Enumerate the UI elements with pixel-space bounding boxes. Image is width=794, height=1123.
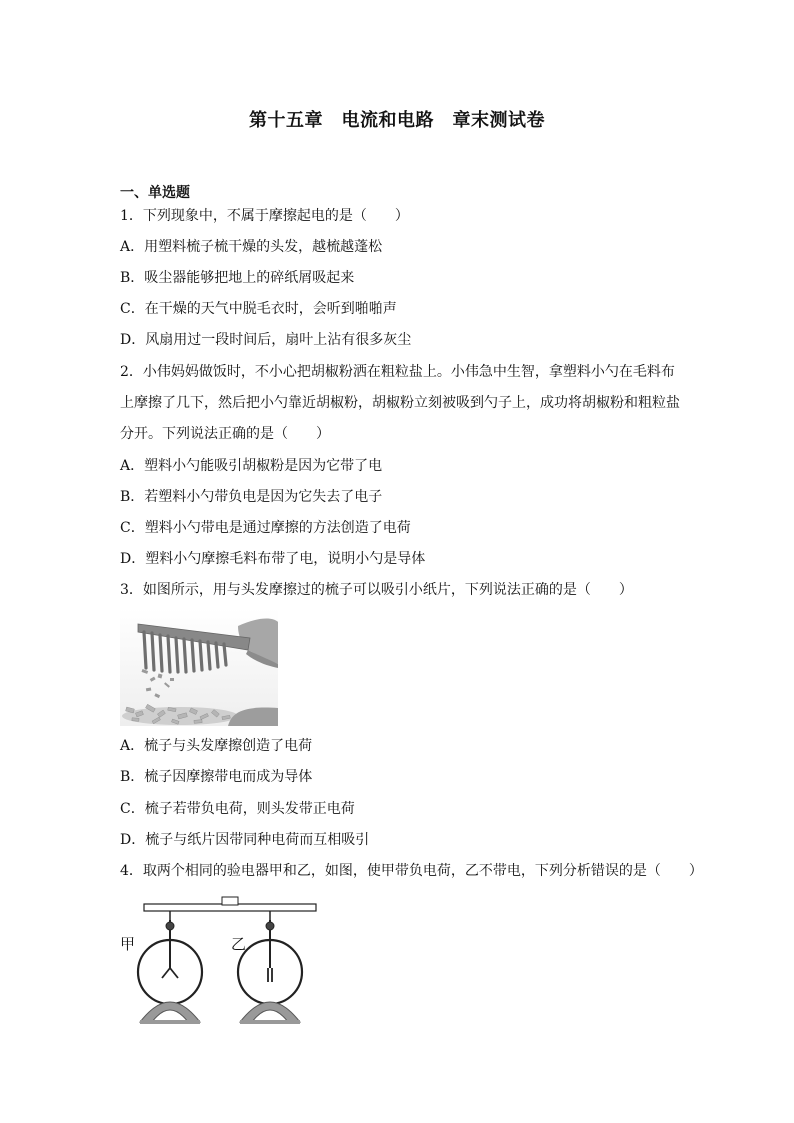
question-3-option-d: D．梳子与纸片因带同种电荷而互相吸引 <box>120 832 370 848</box>
question-1-option-c: C．在干燥的天气中脱毛衣时，会听到啪啪声 <box>120 301 397 317</box>
question-3-option-b: B．梳子因摩擦带电而成为导体 <box>120 769 313 785</box>
question-2-stem-line-2: 上摩擦了几下，然后把小勺靠近胡椒粉，胡椒粉立刻被吸到勺子上，成功将胡椒粉和粗粒盐 <box>120 395 680 411</box>
question-2-option-c: C．塑料小勺带电是通过摩擦的方法创造了电荷 <box>120 520 411 536</box>
electroscope-figure <box>118 894 322 1026</box>
section-heading: 一、单选题 <box>120 185 190 201</box>
question-1-option-d: D．风扇用过一段时间后，扇叶上沾有很多灰尘 <box>120 332 412 348</box>
question-2-stem-line-3: 分开。下列说法正确的是（ ） <box>120 426 330 442</box>
question-4-stem: 4．取两个相同的验电器甲和乙，如图，使甲带负电荷，乙不带电，下列分析错误的是（ ） <box>120 863 703 879</box>
rod-handle <box>222 897 238 905</box>
electroscope-jia <box>138 911 202 1024</box>
question-2-option-d: D．塑料小勺摩擦毛料布带了电，说明小勺是导体 <box>120 551 426 567</box>
comb-paper-figure <box>120 608 278 726</box>
label-jia: 甲 <box>120 935 136 953</box>
page-title: 第十五章 电流和电路 章末测试卷 <box>249 110 545 131</box>
question-1-stem: 1．下列现象中，不属于摩擦起电的是（ ） <box>120 208 409 224</box>
question-2-option-b: B．若塑料小勺带负电是因为它失去了电子 <box>120 489 383 505</box>
question-1-option-a: A．用塑料梳子梳干燥的头发，越梳越蓬松 <box>120 239 383 255</box>
electroscope-yi <box>238 911 302 1024</box>
question-3-option-a: A．梳子与头发摩擦创造了电荷 <box>120 738 313 754</box>
question-3-option-c: C．梳子若带负电荷，则头发带正电荷 <box>120 801 355 817</box>
question-2-stem-line-1: 2．小伟妈妈做饭时，不小心把胡椒粉洒在粗粒盐上。小伟急中生智，拿塑料小勺在毛料布 <box>120 364 675 380</box>
question-1-option-b: B．吸尘器能够把地上的碎纸屑吸起来 <box>120 270 355 286</box>
question-2-option-a: A．塑料小勺能吸引胡椒粉是因为它带了电 <box>120 458 383 474</box>
label-yi: 乙 <box>231 935 247 953</box>
question-3-stem: 3．如图所示，用与头发摩擦过的梳子可以吸引小纸片，下列说法正确的是（ ） <box>120 582 633 598</box>
